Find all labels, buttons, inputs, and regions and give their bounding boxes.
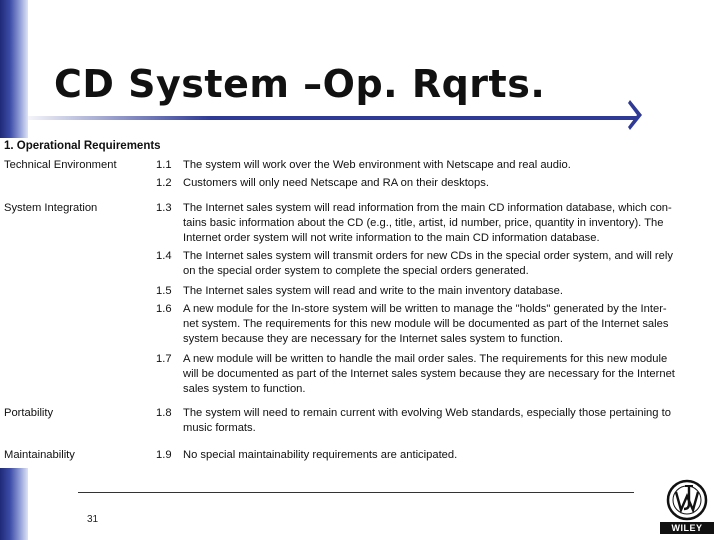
row-line: The Internet sales system will transmit orders for new CDs in the special order system, and will rely <box>183 250 673 262</box>
arrow-right-icon <box>628 100 644 130</box>
section-title: 1. Operational Requirements <box>4 140 161 152</box>
row-line: Internet order system will not write information to the main CD information database. <box>183 232 600 244</box>
row-line: net system. The requirements for this new module will be documented as part of the Internet sales <box>183 318 669 330</box>
row-category: Maintainability <box>4 449 75 461</box>
row-text <box>183 448 713 463</box>
row-line: Customers will only need Netscape and RA on their desktops. <box>183 177 489 189</box>
row-number: 1.5 <box>156 285 172 297</box>
row-number: 1.1 <box>156 159 172 171</box>
row-text <box>183 302 713 347</box>
slide-title: CD System –Op. Rqrts. <box>54 62 546 106</box>
title-underline <box>28 116 638 120</box>
row-line: The Internet sales system will read information from the main CD information database, which con- <box>183 202 672 214</box>
wiley-jw-seal-icon <box>660 478 714 522</box>
row-line: sales system to function. <box>183 383 306 395</box>
row-line: No special maintainability requirements are anticipated. <box>183 449 458 461</box>
row-line: tains basic information about the CD (e.g., title, artist, id number, price, quantity in inventory). The <box>183 217 664 229</box>
row-line: on the special order system to complete the special orders generated. <box>183 265 529 277</box>
row-text <box>183 176 713 191</box>
row-number: 1.3 <box>156 202 172 214</box>
row-text <box>183 201 713 246</box>
row-line: system because they are necessary for the Internet sales system to function. <box>183 333 563 345</box>
row-text <box>183 158 713 173</box>
row-category: Portability <box>4 407 54 419</box>
row-line: A new module will be written to handle the mail order sales. The requirements for this new module <box>183 353 668 365</box>
document-image <box>0 138 720 468</box>
row-text <box>183 406 713 436</box>
row-number: 1.2 <box>156 177 172 189</box>
row-text <box>183 352 713 397</box>
row-number: 1.9 <box>156 449 172 461</box>
row-line: The system will need to remain current with evolving Web standards, especially those pertaining to <box>183 407 671 419</box>
wiley-logo <box>660 478 714 536</box>
row-number: 1.4 <box>156 250 172 262</box>
row-text <box>183 249 713 279</box>
footer-divider <box>78 492 634 493</box>
row-text <box>183 284 713 299</box>
row-category: Technical Environment <box>4 159 117 171</box>
row-number: 1.6 <box>156 303 172 315</box>
row-line: The system will work over the Web environment with Netscape and real audio. <box>183 159 571 171</box>
row-line: music formats. <box>183 422 256 434</box>
row-number: 1.7 <box>156 353 172 365</box>
row-line: will be documented as part of the Internet sales system because they are necessary for the Internet <box>183 368 675 380</box>
wiley-wordmark: WILEY <box>660 522 714 534</box>
row-line: A new module for the In-store system will be written to manage the "holds" generated by the Inter- <box>183 303 667 315</box>
row-number: 1.8 <box>156 407 172 419</box>
page-number: 31 <box>87 514 99 525</box>
row-line: The Internet sales system will read and write to the main inventory database. <box>183 285 563 297</box>
row-category: System Integration <box>4 202 98 214</box>
